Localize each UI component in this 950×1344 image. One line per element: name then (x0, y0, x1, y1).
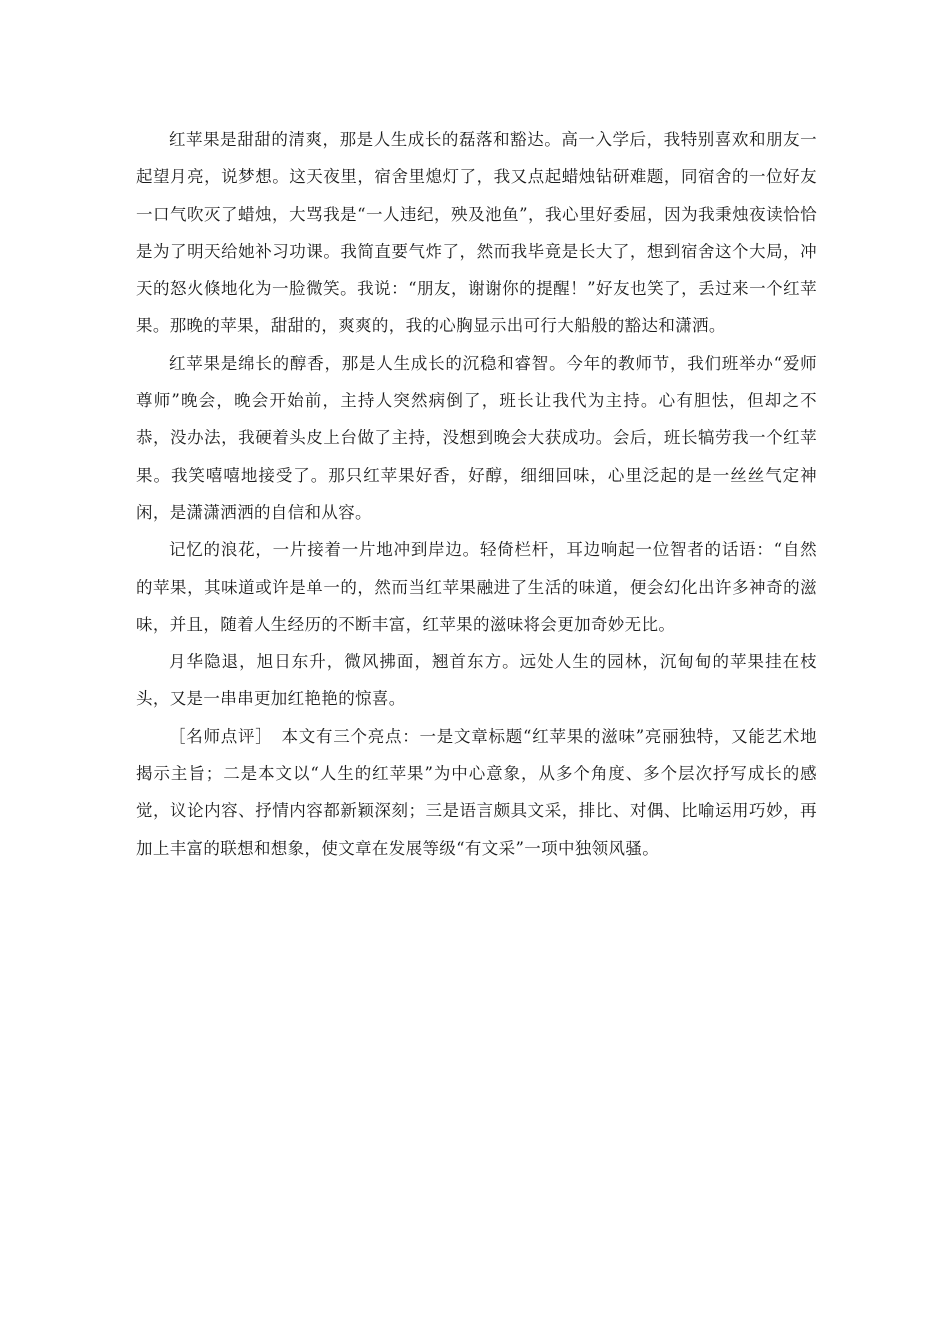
document-body (136, 121, 817, 867)
paragraph-sunrise: 月华隐退，旭日东升，微风拂面，翘首东方。远处人生的园林，沉甸甸的苹果挂在枝头，又是一串串更加红艳艳的惊喜。 (136, 652, 817, 709)
paragraph-mellow-fragrance: 红苹果是绵长的醇香，那是人生成长的沉稳和睿智。今年的教师节，我们班举办“爱师尊师”晚会，晚会开始前，主持人突然病倒了，班长让我代为主持。心有胆怯，但却之不恭，没办法，我硬着头皮上台做了主持，没想到晚会大获成功。会后，班长犒劳我一个红苹果。我笑嘻嘻地接受了。那只红苹果好香，好醇，细细回味，心里泛起的是一丝丝气定神闲，是潇潇洒洒的自信和从容。 (136, 353, 817, 522)
paragraph-sweet-crisp: 红苹果是甜甜的清爽，那是人生成长的磊落和豁达。高一入学后，我特别喜欢和朋友一起望月亮，说梦想。这天夜里，宿舍里熄灯了，我又点起蜡烛钻研难题，同宿舍的一位好友一口气吹灭了蜡烛，大骂我是“一人违纪，殃及池鱼”，我心里好委屈，因为我秉烛夜读恰恰是为了明天给她补习功课。我简直要气炸了，然而我毕竟是长大了，想到宿舍这个大局，冲天的怒火倏地化为一脸微笑。我说：“朋友，谢谢你的提醒！”好友也笑了，丢过来一个红苹果。那晚的苹果，甜甜的，爽爽的，我的心胸显示出可行大船般的豁达和潇洒。 (136, 130, 817, 336)
teacher-review-paragraph: ［名师点评］ 本文有三个亮点：一是文章标题“红苹果的滋味”亮丽独特，又能艺术地揭示主旨；二是本文以“人生的红苹果”为中心意象，从多个角度、多个层次抒写成长的感觉，议论内容、抒情内容都新颖深刻；三是语言颇具文采，排比、对偶、比喻运用巧妙，再加上丰富的联想和想象，使文章在发展等级“有文采”一项中独领风骚。 (136, 726, 817, 858)
paragraph-memory-waves: 记忆的浪花，一片接着一片地冲到岸边。轻倚栏杆，耳边响起一位智者的话语：“自然的苹果，其味道或许是单一的，然而当红苹果融进了生活的味道，便会幻化出许多神奇的滋味，并且，随着人生经历的不断丰富，红苹果的滋味将会更加奇妙无比。 (136, 540, 817, 634)
